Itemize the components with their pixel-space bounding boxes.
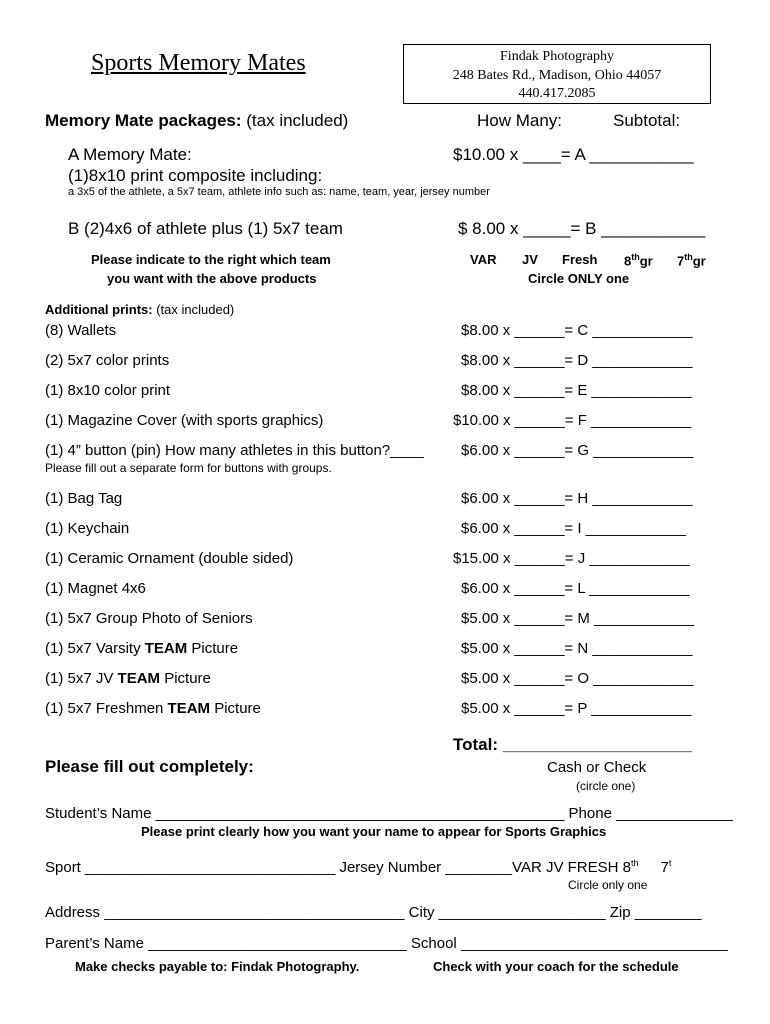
package-a-sub: (1)8x10 print composite including: (68, 166, 323, 185)
additional-heading-bold: Additional prints: (45, 302, 153, 317)
additional-item-label (45, 550, 293, 567)
additional-item-label (45, 580, 146, 597)
item-label-bold: TEAM (117, 670, 161, 687)
team-8-sup: th (631, 252, 640, 262)
indicate-line-1: Please indicate to the right which team (91, 252, 331, 267)
additional-item-label (45, 520, 129, 537)
button-note: Please fill out a separate form for buttons with groups. (45, 461, 332, 475)
additional-item-label (45, 670, 211, 687)
team-8-num: 8 (624, 253, 632, 269)
additional-item-price[interactable]: $5.00 x ______= O ____________ (461, 670, 694, 687)
studio-name: Findak Photography (500, 49, 614, 64)
additional-heading (45, 302, 234, 317)
page-title: Sports Memory Mates (91, 50, 306, 76)
circle-one-note: (circle one) (576, 779, 636, 793)
team-7-suffix: gr (692, 253, 706, 269)
additional-item-price[interactable]: $6.00 x ______= I ____________ (461, 520, 686, 537)
team-option-7th[interactable] (677, 252, 706, 268)
item-label-pre: (1) 5x7 Group Photo of Seniors (45, 610, 253, 627)
additional-item-price[interactable]: $10.00 x ______= F ____________ (453, 412, 692, 429)
item-label-pre: (1) 8x10 color print (45, 382, 171, 399)
additional-item-price[interactable]: $5.00 x ______= N ____________ (461, 640, 693, 657)
package-a-price: $10.00 x ____= A ___________ (453, 145, 694, 164)
package-a-note: a 3x5 of the athlete, a 5x7 team, athlete info such as: name, team, year, jersey number (68, 186, 490, 198)
item-label-post: Picture (187, 640, 239, 657)
team-option-jv[interactable]: JV (522, 252, 538, 267)
item-label-pre: (1) Bag Tag (45, 490, 123, 507)
packages-heading-note: (tax included) (241, 111, 349, 130)
circle-only-one-note: Circle only one (568, 878, 648, 892)
package-b-label: B (2)4x6 of athlete plus (1) 5x7 team (68, 219, 343, 238)
packages-heading (45, 111, 348, 131)
studio-address: 248 Bates Rd., Madison, Ohio 44057 (452, 67, 662, 83)
address-field[interactable]: Address ____________________________________ City ____________________ Zip ________ (45, 904, 702, 921)
how-many-header: How Many: (477, 111, 563, 130)
student-name-field[interactable]: Student’s Name _________________________________________________ Phone ______________ (45, 805, 733, 822)
item-label-pre: (2) 5x7 color prints (45, 352, 170, 369)
studio-phone: 440.417.2085 (518, 86, 596, 101)
additional-item-price[interactable]: $6.00 x ______= H ____________ (461, 490, 693, 507)
additional-item-price[interactable]: $6.00 x ______= L ____________ (461, 580, 690, 597)
item-label-pre: (1) Keychain (45, 520, 130, 537)
item-label-pre: (1) Ceramic Ornament (double sided) (45, 550, 294, 567)
sport-jersey-field[interactable] (45, 858, 671, 876)
item-label-pre: (1) 5x7 Varsity (45, 640, 145, 657)
item-label-pre: (1) Magnet 4x6 (45, 580, 146, 597)
item-label-bold: TEAM (144, 640, 188, 657)
parent-school-field[interactable]: Parent’s Name _______________________________ School ________________________________ (45, 935, 728, 952)
studio-info-box (403, 44, 711, 104)
item-label-pre: (1) 5x7 Freshmen (45, 700, 168, 717)
circle-only-one: Circle ONLY one (528, 271, 630, 286)
additional-item-label (45, 352, 169, 369)
additional-item-price[interactable]: $5.00 x ______= M ____________ (461, 610, 695, 627)
team-8-suffix: gr (639, 253, 653, 269)
additional-item-label (45, 322, 116, 339)
additional-item-price[interactable]: $8.00 x ______= C ____________ (461, 322, 693, 339)
sport-7-sup: t (668, 858, 672, 868)
additional-item-label (45, 382, 170, 399)
total-line[interactable]: Total: ____________________ (453, 735, 692, 754)
sport-7: 7 (660, 859, 669, 876)
additional-item-label (45, 610, 253, 627)
item-label-pre: (1) 5x7 JV (45, 670, 118, 687)
item-label-pre: (8) Wallets (45, 322, 117, 339)
additional-item-label (45, 700, 261, 717)
sport-jersey-text: Sport ______________________________ Jersey Number ________VAR JV FRESH 8 (45, 859, 631, 876)
subtotal-header: Subtotal: (613, 111, 681, 130)
additional-item-price[interactable]: $5.00 x ______= P ____________ (461, 700, 692, 717)
team-7-sup: th (684, 252, 693, 262)
package-a-label: A Memory Mate: (68, 145, 192, 164)
additional-heading-note: (tax included) (152, 302, 235, 317)
item-label-bold: TEAM (167, 700, 211, 717)
cash-or-check[interactable]: Cash or Check (547, 759, 647, 776)
indicate-line-2: you want with the above products (107, 271, 317, 286)
item-label-pre: (1) 4” button (pin) How many athletes in this button?____ (45, 442, 424, 459)
additional-item-label (45, 490, 122, 507)
additional-item-price[interactable]: $6.00 x ______= G ____________ (461, 442, 694, 459)
item-label-post: Picture (160, 670, 211, 687)
packages-heading-bold: Memory Mate packages: (45, 111, 242, 130)
team-7-num: 7 (677, 253, 685, 269)
package-b-price: $ 8.00 x _____= B ___________ (458, 219, 706, 238)
additional-item-label (45, 412, 323, 429)
form-heading: Please fill out completely: (45, 757, 254, 776)
additional-item-price[interactable]: $15.00 x ______= J ____________ (453, 550, 690, 567)
additional-item-label (45, 442, 424, 459)
additional-item-price[interactable]: $8.00 x ______= D ____________ (461, 352, 693, 369)
check-coach-note: Check with your coach for the schedule (433, 959, 679, 974)
team-option-8th[interactable] (624, 252, 653, 268)
checks-payable-note: Make checks payable to: Findak Photography. (75, 959, 360, 974)
sport-8-sup: th (630, 858, 639, 868)
additional-item-price[interactable]: $8.00 x ______= E ____________ (461, 382, 692, 399)
additional-item-label (45, 640, 238, 657)
print-clearly-note: Please print clearly how you want your name to appear for Sports Graphics (141, 824, 607, 839)
team-option-var[interactable]: VAR (470, 252, 497, 267)
item-label-pre: (1) Magazine Cover (with sports graphics) (45, 412, 324, 429)
item-label-post: Picture (210, 700, 261, 717)
team-option-fresh[interactable]: Fresh (562, 252, 598, 267)
